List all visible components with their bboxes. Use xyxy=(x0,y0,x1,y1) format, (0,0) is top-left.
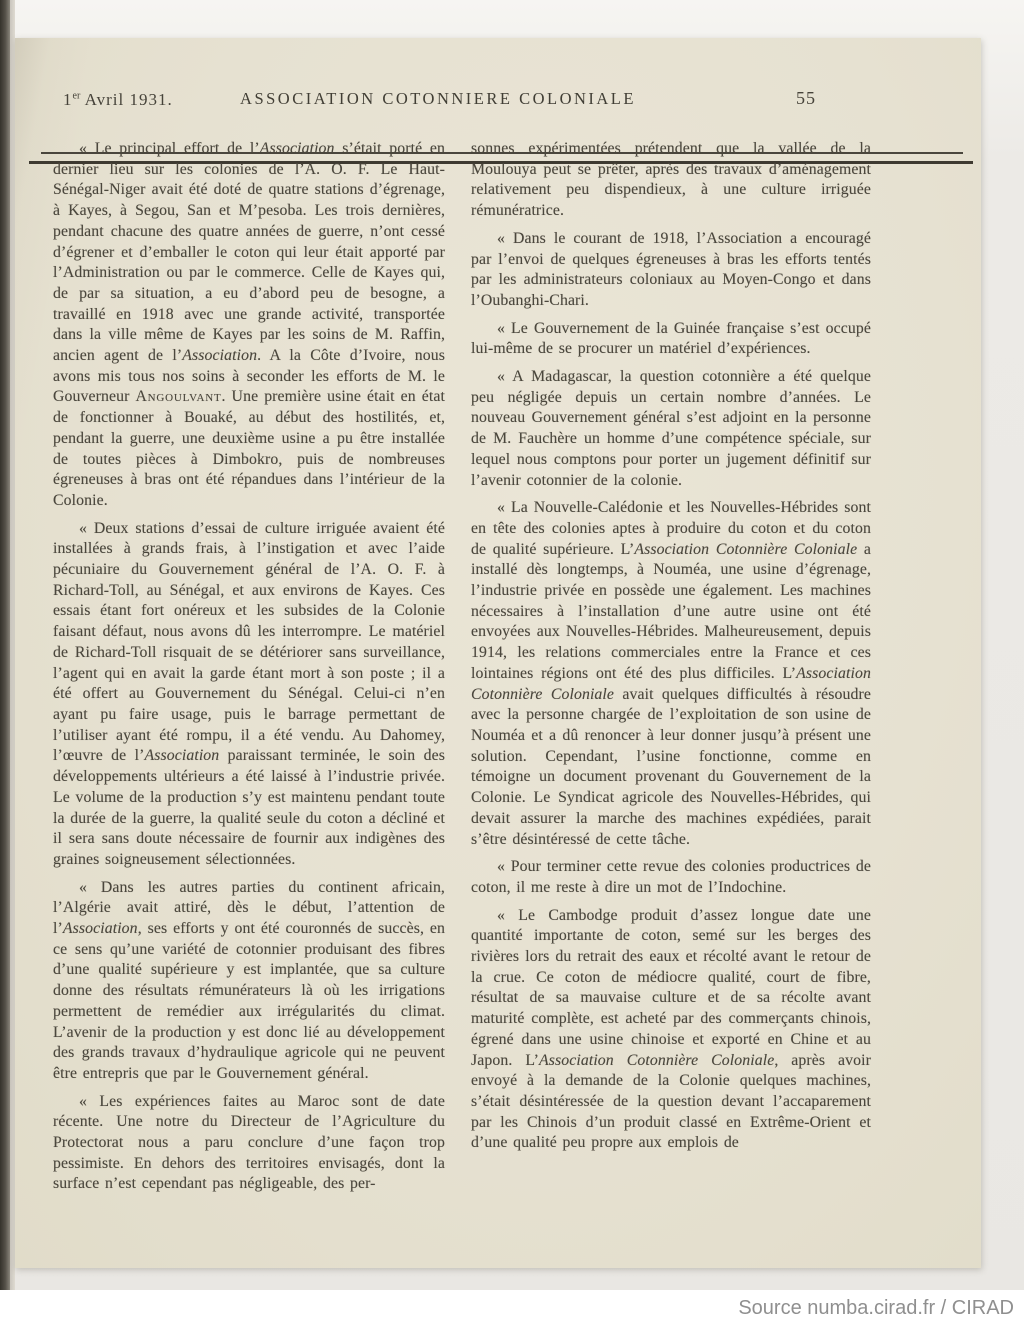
journal-title: ASSOCIATION COTONNIERE COLONIALE xyxy=(240,89,636,108)
text-segment: Association Cotonnière Coloniale xyxy=(471,664,871,703)
book-edge-shadow xyxy=(0,0,10,1290)
page-scan xyxy=(15,38,981,1268)
text-segment: a installé dès longtemps, à Nouméa, une usine d’égrenage, l’industrie privée en possède une également. Les machines nécessaires à l’installation d’une autre usine ont été envoyées aux Nouvelles-Hébrides. Malheureusement, depuis 1914, les relations commerciales entre la France et ces lointaines régions ont été des plus difficiles. L’ xyxy=(471,540,871,682)
paragraph xyxy=(471,498,871,850)
text-segment: Association xyxy=(144,747,220,765)
text-segment: sonnes expérimentées prétendent que la vallée de la Moulouya peut se prêter, après des travaux d’aménagement relativement peu dispendieux, à une culture irriguée rémunératrice. xyxy=(471,140,871,220)
column-right xyxy=(471,139,871,1161)
text-segment: « Les expériences faites au Maroc sont de date récente. Une notre du Directeur de l’Agriculture du Protectorat nous a paru conclure d’une façon trop pessimiste. En dehors des territoires envisagés, dont la surface n’est cependant pas négligeable, des per- xyxy=(53,1092,445,1193)
text-segment: « La Nouvelle-Calédonie et les Nouvelles-Hébrides sont en tête des colonies aptes à produire du coton et du coton de qualité supérieure. L’ xyxy=(471,499,871,558)
text-segment: « Dans les autres parties du continent africain, l’Algérie avait attiré, dès le début, l’attention de l’ xyxy=(53,878,445,938)
page-number: 55 xyxy=(796,88,816,108)
text-segment: Angoulvant xyxy=(135,388,222,406)
text-segment: « Dans le courant de 1918, l’Association a encouragé par l’envoi de quelques égreneuses à bras les efforts tentés par les administrateurs coloniaux au Moyen-Congo et dans l’Oubanghi-Chari. xyxy=(471,229,871,309)
text-segment: Association xyxy=(182,347,258,365)
paragraph xyxy=(53,519,445,871)
page-header xyxy=(15,86,981,126)
text-segment: avait quelques difficultés à résoudre avec la personne chargée de l’exploitation de son usine de Nouméa et a dû renoncer à leur donner jusqu’à présent une solution. Cependant, l’usine fonctionne, comme en témoigne un document provenant du Gouvernement de la Colonie. Le Syndicat agricole des Nouvelles-Hébrides, qui devait assurer la marche des machines expédiées, parait s’être désintéressé de cette tâche. xyxy=(471,685,871,848)
paragraph xyxy=(53,878,445,1085)
source-credit: Source numba.cirad.fr / CIRAD xyxy=(738,1297,1014,1319)
text-segment: s’était porté en dernier lieu sur les colonies de l’A. O. F. Le Haut-Sénégal-Niger avait été doté de quatre stations d’égrenage, à Kayes, à Segou, San et M’pesoba. Les trois dernières, pendant chacune des quatre années de guerre, n’ont cessé d’égrener et d’emballer le coton qui leur était apporté par l’Administration ou par le commerce. Celle de Kayes qui, de par sa situation, a eu d’abord peu de besogne, a travaillé en 1918 avec une grande activité, transportée dans la ville même de Kayes par les soins de M. Raffin, ancien agent de l’ xyxy=(53,140,446,365)
text-segment: « Le Cambodge produit d’assez longue date une quantité importante de coton, semé sur les berges des rivières lors du retrait des eaux et récolté avant le retour de la crue. Ce coton de médiocre qualité, court de fibre, résultat de sa mauvaise culture et de sa récolte avant maturité complète, est acheté par des commerçants chinois, égrené dans une usine chinoise et exporté en Chine et au Japon. L’ xyxy=(471,906,871,1069)
text-segment: . A la Côte d’Ivoire, nous avons mis tous nos soins à seconder les efforts de M. le Gouverneur xyxy=(53,347,445,406)
paragraph xyxy=(53,1092,445,1196)
text-segment: paraissant terminée, le soin des développements ultérieurs a été laissé à l’industrie privée. Le volume de la production s’y est maintenu pendant toute la durée de la guerre, la qualité seule du coton a décliné et il sera sans doute nécessaire de fournir aux indigènes des graines soigneusement sélectionnées. xyxy=(53,747,445,868)
paragraph xyxy=(471,139,871,222)
text-segment: « Le principal effort de l’ xyxy=(79,140,260,157)
text-segment: Association Cotonnière Coloniale xyxy=(538,1051,775,1069)
paragraph xyxy=(471,319,871,360)
text-segment: « A Madagascar, la question cotonnière a été quelque peu négligée depuis un certain nombre d’années. Le nouveau Gouvernement général s’est adjoint en la personne de M. Fauchère un homme d’une compétence spéciale, sur lequel nous comptons pour porter un jugement définitif sur l’avenir cotonnier de la colonie. xyxy=(471,368,871,489)
date-ordinal-suffix: er xyxy=(72,90,81,102)
text-segment: « Le Gouvernement de la Guinée française s’est occupé lui-même de se procurer un matériel d’expériences. xyxy=(471,319,871,358)
text-segment: Association xyxy=(62,920,138,938)
text-segment: , ses efforts y ont été couronnés de succès, en ce sens qu’une variété de cotonnier produisant des fibres d’une qualité supérieure y est implantée, que sa culture donne des résultats rémunérateurs là où les irrigations permettent de remédier aux irrégularités du climat. L’avenir de la production y est donc lié au développement des grands travaux d’hydraulique agricole qui ne peuvent être entrepris que par le Gouvernement général. xyxy=(53,920,445,1082)
text-segment: , après avoir envoyé à la demande de la Colonie quelques machines, s’était désintéressée de la question devant l’accaparement par les Chinois d’un produit classé en Extrême-Orient et d’une qualité peu propre aux emplois de xyxy=(471,1051,871,1152)
paragraph xyxy=(53,139,445,512)
column-left xyxy=(53,139,445,1202)
text-segment: Association Cotonnière Coloniale xyxy=(634,540,858,558)
paragraph xyxy=(471,229,871,312)
footer-band xyxy=(0,1290,1024,1331)
header-date: 1er Avril 1931. xyxy=(63,90,173,109)
paragraph xyxy=(471,857,871,898)
text-segment: Association xyxy=(259,140,335,157)
paragraph xyxy=(471,906,871,1154)
text-segment: « Deux stations d’essai de culture irriguée avaient été installées à grands frais, à l’instigation et avec l’aide pécuniaire du Gouvernement général de l’A. O. F. à Richard-Toll, au Sénégal, et aux environs de Kayes. Ces essais étant fort onéreux et les subsides de la Colonie faisant défaut, nous avons dû les interrompre. Le matériel de Richard-Toll risquait de se détériorer sans surveillance, l’agent qui en avait la garde étant mort à son poste ; il a été offert au Gouvernement du Sénégal. Celui-ci n’en ayant pu faire usage, puis le barrage permettant de l’utiliser ayant été rompu, il a été vendu. Au Dahomey, l’œuvre de l’ xyxy=(53,519,445,765)
paragraph xyxy=(471,367,871,491)
text-segment: . Une première usine était en état de fonctionner à Bouaké, au début des hostilités, et, pendant la guerre, une deuxième usine a pu être installée de toutes pièces à Dimbokro, puis de nombreuses égreneuses à bras ont été répandues dans l’intérieur de la Colonie. xyxy=(53,388,446,509)
text-segment: « Pour terminer cette revue des colonies productrices de coton, il me reste à dire un mot de l’Indochine. xyxy=(471,858,871,896)
